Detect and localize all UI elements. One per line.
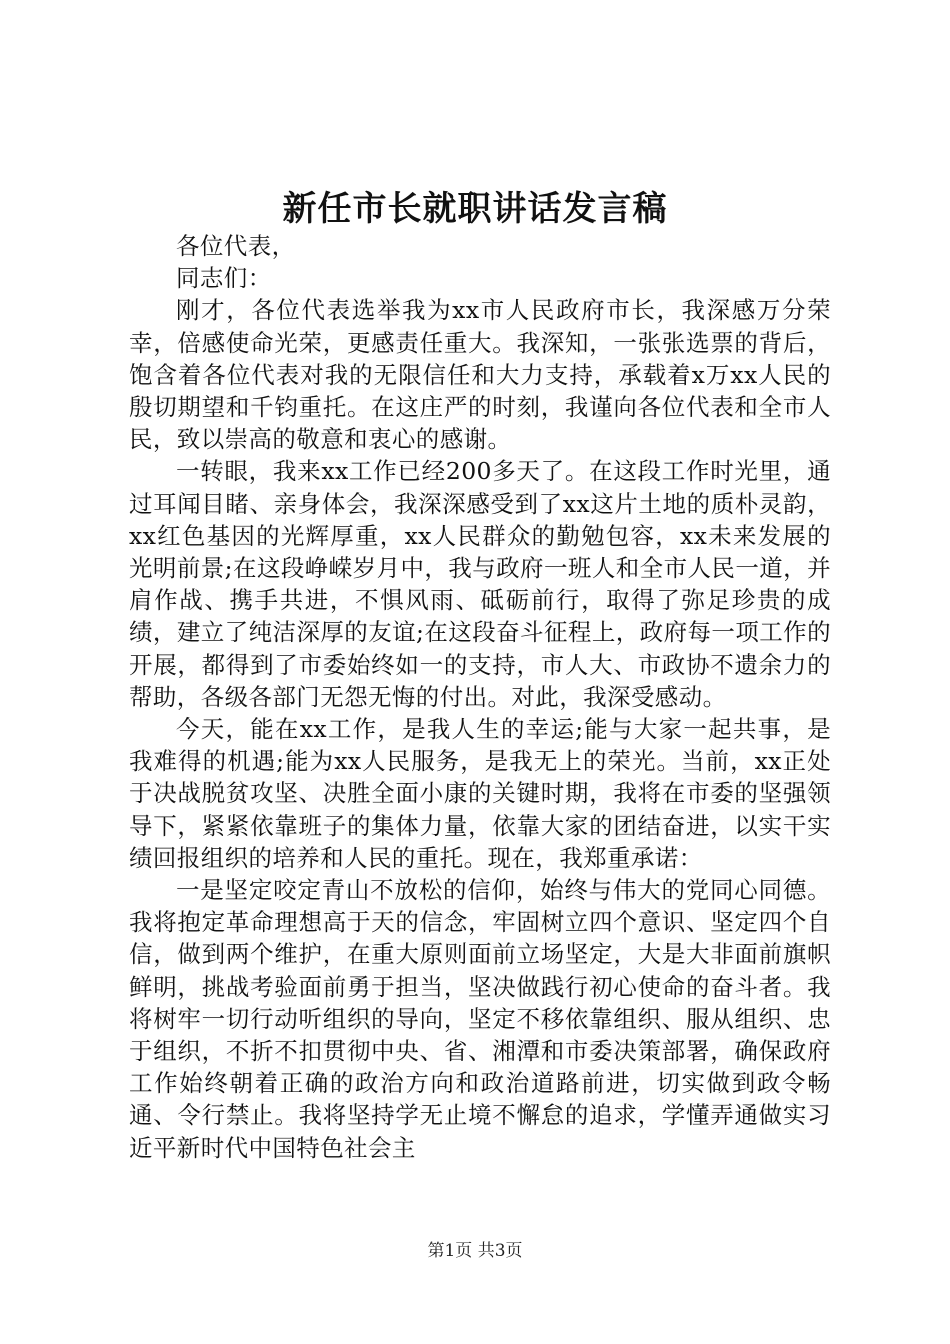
paragraph-commitment-one: 一是坚定咬定青山不放松的信仰，始终与伟大的党同心同德。我将抱定革命理想高于天的信念，牢固树立四个意识、坚定四个自信，做到两个维护，在重大原则面前立场坚定，大是大非面前旗帜鲜明，挑战考验面前勇于担当，坚决做践行初心使命的奋斗者。我将树牢一切行动听组织的导向，坚定不移依靠组织、服从组织、忠于组织，不折不扣贯彻中央、省、湘潭和市委决策部署，确保政府工作始终朝着正确的政治方向和政治道路前进，切实做到政令畅通、令行禁止。我将坚持学无止境不懈怠的追求，学懂弄通做实习近平新时代中国特色社会主	[129, 876, 831, 1162]
document-body	[129, 230, 831, 1164]
paragraph-commitment-intro: 今天，能在xx工作，是我人生的幸运;能与大家一起共事，是我难得的机遇;能为xx人民服务，是我无上的荣光。当前，xx正处于决战脱贫攻坚、决胜全面小康的关键时期，我将在市委的坚强领导下，紧紧依靠班子的集体力量，依靠大家的团结奋进，以实干实绩回报组织的培养和人民的重托。现在，我郑重承诺：	[129, 715, 831, 872]
page-number: 第1页 共3页	[427, 1241, 523, 1261]
document-title: 新任市长就职讲话发言稿	[282, 189, 668, 229]
salutation-delegates: 各位代表，	[176, 232, 296, 260]
paragraph-work-review: 一转眼，我来xx工作已经200多天了。在这段工作时光里，通过耳闻目睹、亲身体会，我深深感受到了xx这片土地的质朴灵韵，xx红色基因的光辉厚重，xx人民群众的勤勉包容，xx未来发展的光明前景;在这段峥嵘岁月中，我与政府一班人和全市人民一道，并肩作战、携手共进，不惧风雨、砥砺前行，取得了弥足珍贵的成绩，建立了纯洁深厚的友谊;在这段奋斗征程上，政府每一项工作的开展，都得到了市委始终如一的支持，市人大、市政协不遗余力的帮助，各级各部门无怨无悔的付出。对此，我深受感动。	[129, 457, 831, 711]
paragraph-election-thanks: 刚才，各位代表选举我为xx市人民政府市长，我深感万分荣幸，倍感使命光荣，更感责任重大。我深知，一张张选票的背后，饱含着各位代表对我的无限信任和大力支持，承载着x万xx人民的殷切期望和千钧重托。在这庄严的时刻，我谨向各位代表和全市人民，致以崇高的敬意和衷心的感谢。	[129, 296, 831, 454]
salutation-comrades: 同志们：	[176, 264, 272, 293]
